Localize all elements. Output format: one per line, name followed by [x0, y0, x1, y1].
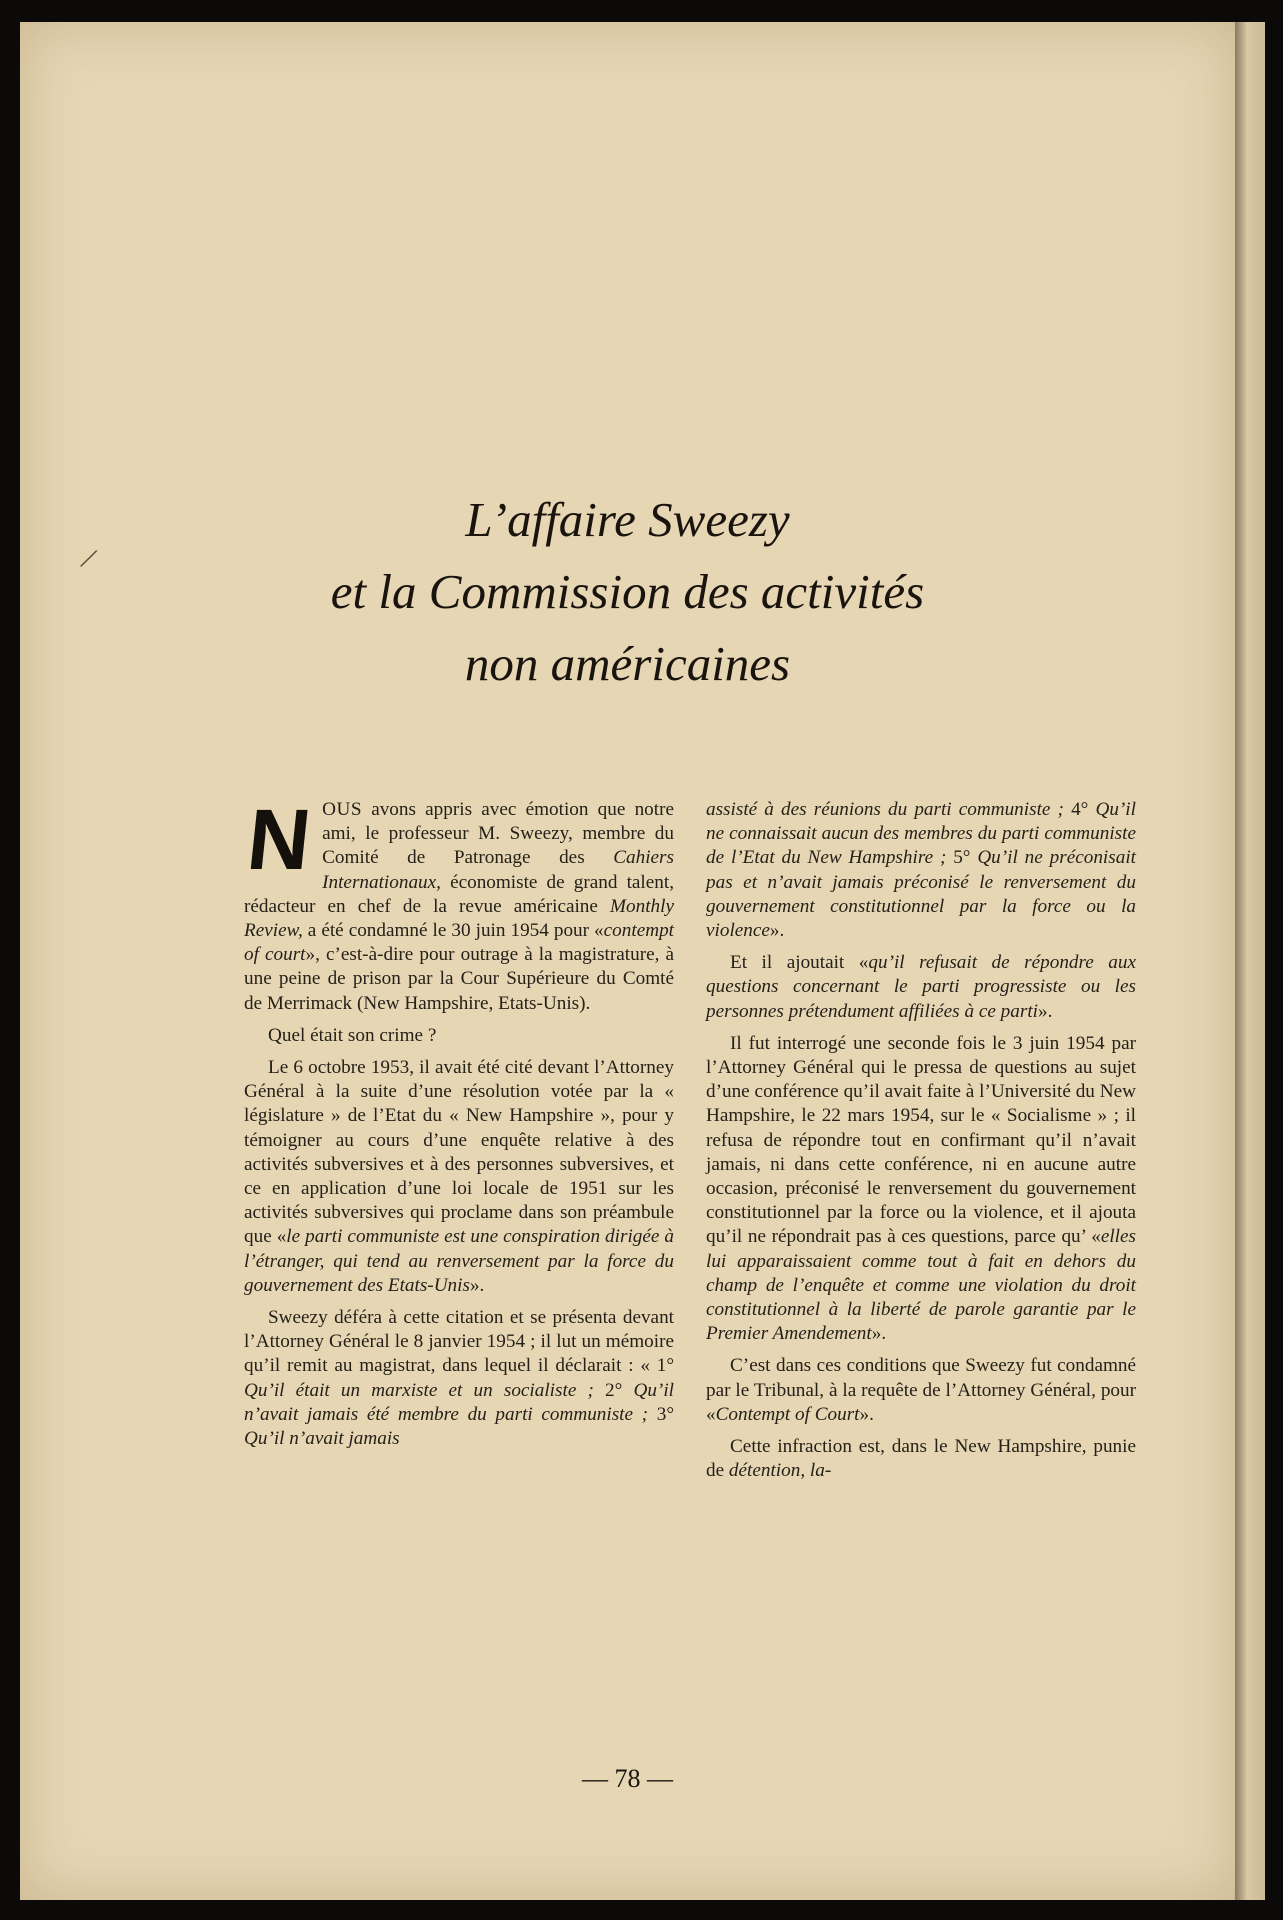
drop-cap: N — [242, 792, 316, 888]
paragraph-3 — [244, 1056, 674, 1298]
text-run: Le 6 octobre 1953, il avait été cité devant l’Attorney Général à la suite d’une résolution votée par la « législature » de l’Etat du « New Hampshire », pour y témoigner au cours d’une enquête relative à des activités subversives et à des personnes subversives, et ce en application d’une loi locale de 1951 sur les activités subversives qui proclame dans son préambule que « — [244, 1057, 674, 1248]
title-line-1: L’affaire Sweezy — [465, 492, 790, 547]
paragraph-7 — [706, 1032, 1136, 1347]
text-run: 4° — [1063, 799, 1096, 820]
text-run: économiste de grand talent, rédacteur en chef de la revue américaine — [244, 871, 674, 917]
text-run: 2° — [593, 1379, 634, 1401]
paragraph-1 — [242, 792, 674, 1016]
paragraph-5 — [706, 798, 1136, 943]
paragraph-6 — [706, 951, 1136, 1024]
right-column — [706, 798, 1136, 1491]
legal-term: Contempt of Court — [715, 1403, 860, 1425]
text-run: ». — [469, 1274, 485, 1296]
text-run-italic: détention, la- — [728, 1460, 832, 1482]
text-run: a été condamné le 30 juin 1954 pour « — [302, 920, 604, 942]
lead-word: OUS — [322, 799, 362, 820]
quotation: le parti communiste est une conspiration dirigée à l’étranger, qui tend au renversement par la force du gouvernement des Etats-Unis — [244, 1226, 674, 1296]
stray-pencil-mark: / — [79, 541, 98, 576]
journal-name: Cahiers Internationaux, — [322, 847, 674, 893]
article-title — [20, 484, 1235, 700]
book-page — [20, 22, 1235, 1900]
text-run: 3° — [648, 1403, 674, 1425]
text-run: 5° — [946, 847, 978, 869]
text-run: ». — [769, 920, 785, 942]
paragraph-2: Quel était son crime ? — [268, 1024, 437, 1046]
text-run: ». — [859, 1403, 874, 1425]
text-run: », c’est-à-dire pour outrage à la magistrature, à une peine de prison par la Cour Supérieure du Comté de Merrimack (New Hampshire, Etats-Unis). — [244, 944, 674, 1014]
paragraph-8 — [706, 1354, 1136, 1427]
left-column — [242, 792, 674, 1459]
text-run: Il fut interrogé une seconde fois le 3 juin 1954 par l’Attorney Général qui le pressa de questions au sujet d’une conférence qu’il avait faite à l’Université du New Hampshire, le 22 mars 1954, sur le « Socialisme » ; il refusa de répondre tout en confirmant qu’il n’avait jamais, ni dans cette conférence, ni en aucune autre occasion, préconisé le renversement du gouvernement constitutionnel par la force ou la violence, et il ajouta qu’il ne répondrait pas à ces questions, parce qu’ « — [706, 1032, 1136, 1248]
quotation: elles lui apparaissaient comme tout à fait en dehors du champ de l’enquête et comme une violation du droit constitutionnel à la liberté de parole garantie par le Premier Amendement — [706, 1226, 1136, 1345]
text-run: ». — [871, 1323, 887, 1345]
paragraph-9 — [706, 1435, 1136, 1483]
title-line-2: et la Commission des activités — [330, 564, 925, 619]
text-run: Et il ajoutait « — [730, 952, 869, 974]
text-run: C’est dans ces conditions que Sweezy fut condamné par le Tribunal, à la requête de l’Attorney Général, pour « — [706, 1355, 1136, 1425]
adjacent-page-edge — [1235, 22, 1265, 1900]
paragraph-4 — [244, 1306, 674, 1451]
review-name: Monthly Review, — [244, 895, 674, 942]
text-run: Sweezy déféra à cette citation et se présenta devant l’Attorney Général le 8 janvier 1954 ; il lut un mémoire qu’il remit au magistrat, dans lequel il déclarait : « 1° — [244, 1307, 674, 1377]
text-run: avons appris avec émotion que notre ami, le professeur M. Sweezy, membre du Comité de Patronage des — [322, 799, 674, 869]
quotation: Qu’il n’avait jamais été membre du parti communiste ; — [244, 1379, 674, 1425]
legal-term: contempt of court — [244, 920, 674, 966]
quotation: Qu’il n’avait jamais — [244, 1428, 400, 1450]
quotation: Qu’il ne connaissait aucun des membres du parti communiste de l’Etat du New Hampshire ; — [706, 799, 1136, 869]
text-run: Cette infraction est, dans le New Hampshire, punie de — [706, 1436, 1136, 1482]
quotation: Qu’il était un marxiste et un socialiste ; — [244, 1379, 594, 1401]
quotation: qu’il refusait de répondre aux questions concernant le parti progressiste ou les personnes prétendument affiliées à ce parti — [706, 952, 1136, 1022]
quotation: Qu’il ne préconisait pas et n’avait jamais préconisé le renversement du gouvernement constitutionnel par la force ou la violence — [706, 847, 1136, 942]
text-run: ». — [1038, 1000, 1053, 1022]
quotation: assisté à des réunions du parti communiste ; — [706, 799, 1064, 820]
title-line-3: non américaines — [464, 636, 791, 691]
page-number: — 78 — — [582, 1764, 673, 1793]
